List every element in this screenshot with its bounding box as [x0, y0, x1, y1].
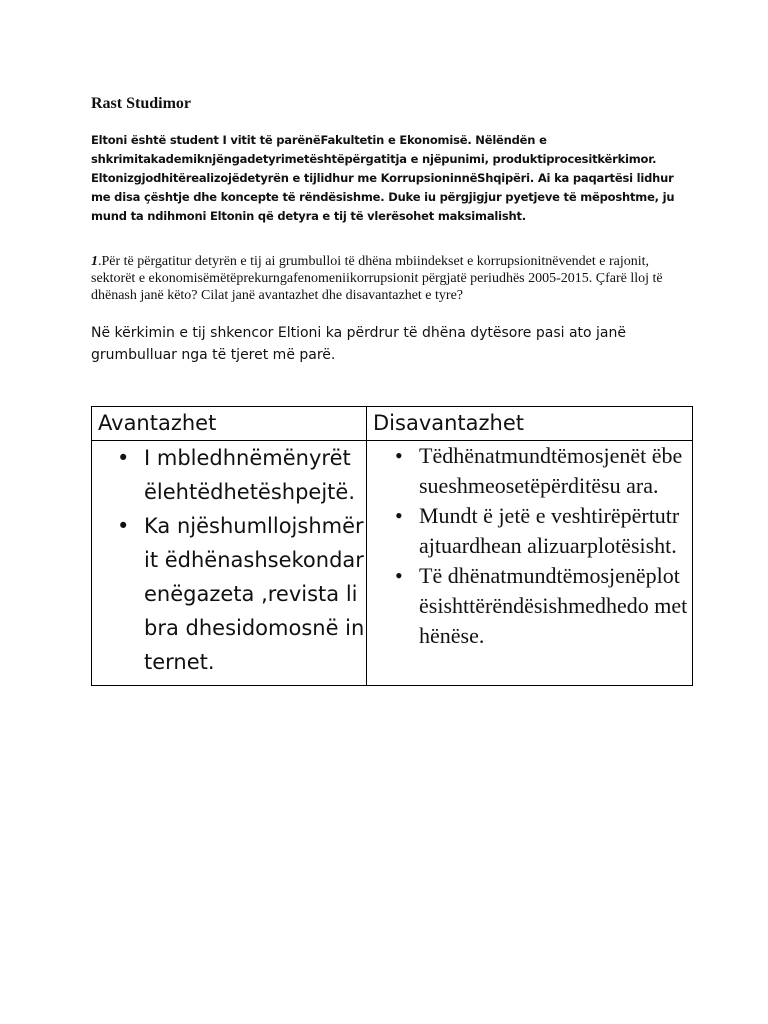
- list-item: • Ka njëshumllojshmërit ëdhënashsekondar enëgazeta ,revista libra dhesidomosnë internet.: [92, 509, 366, 679]
- header-disadvantages: Disavantazhet: [367, 407, 693, 441]
- advantages-list: [92, 441, 366, 685]
- header-advantages: Avantazhet: [92, 407, 367, 441]
- question-paragraph: [91, 253, 691, 304]
- question-text: .Për të përgatitur detyrën e tij ai grumbulloi të dhëna mbiindekset e korrupsionitnëvendet e rajonit, sektorët e ekonomisëmëtëprekurngafenomeniikorrupsionit përgjatë periudhës 2005-2015. Çfarë lloj të dhënash janë këto? Cilat janë avantazhet dhe disavantazhet e tyre?: [91, 254, 663, 303]
- list-item: • Të dhënatmundtëmosjenëplot ësishttërëndësishmedhedo methënëse.: [367, 561, 692, 651]
- disadvantages-cell: [367, 441, 693, 686]
- table-header-row: [92, 407, 693, 441]
- table-row: [92, 441, 693, 686]
- advantages-disadvantages-table: [91, 406, 693, 686]
- advantages-cell: [92, 441, 367, 686]
- case-study-title: Rast Studimor: [91, 95, 192, 112]
- disadvantages-list: [367, 441, 692, 657]
- list-item: • Mundt ë jetë e veshtirëpërtutrajtuardhean alizuarplotësisht.: [367, 501, 692, 561]
- list-item: • I mbledhnëmënyrët ëlehtëdhetëshpejtë.: [92, 441, 366, 509]
- question-number: 1: [91, 254, 98, 269]
- answer-paragraph: Në kërkimin e tij shkencor Eltioni ka përdrur të dhëna dytësore pasi ato janë grumbulluar nga të tjeret më parë.: [91, 325, 627, 363]
- case-study-intro: Eltoni është student I vitit të parënëFakultetin e Ekonomisë. Nëlëndën e shkrimitakademiknjëngadetyrimetështëpërgatitja e njëpunimi, produktiprocesitkërkimor. Eltonizgjodhitërealizojëdetyrën e tijlidhur me KorrupsioninnëShqipëri. Ai ka paqartësi lidhur me disa çështje dhe koncepte të rëndësishme. Duke iu përgjigjur pyetjeve të mëposhtme, ju mund ta ndihmoni Eltonin që detyra e tij të vlerësohet maksimalisht.: [91, 133, 675, 223]
- list-item: • Tëdhënatmundtëmosjenët ëbesueshmeosetëpërditësu ara.: [367, 441, 692, 501]
